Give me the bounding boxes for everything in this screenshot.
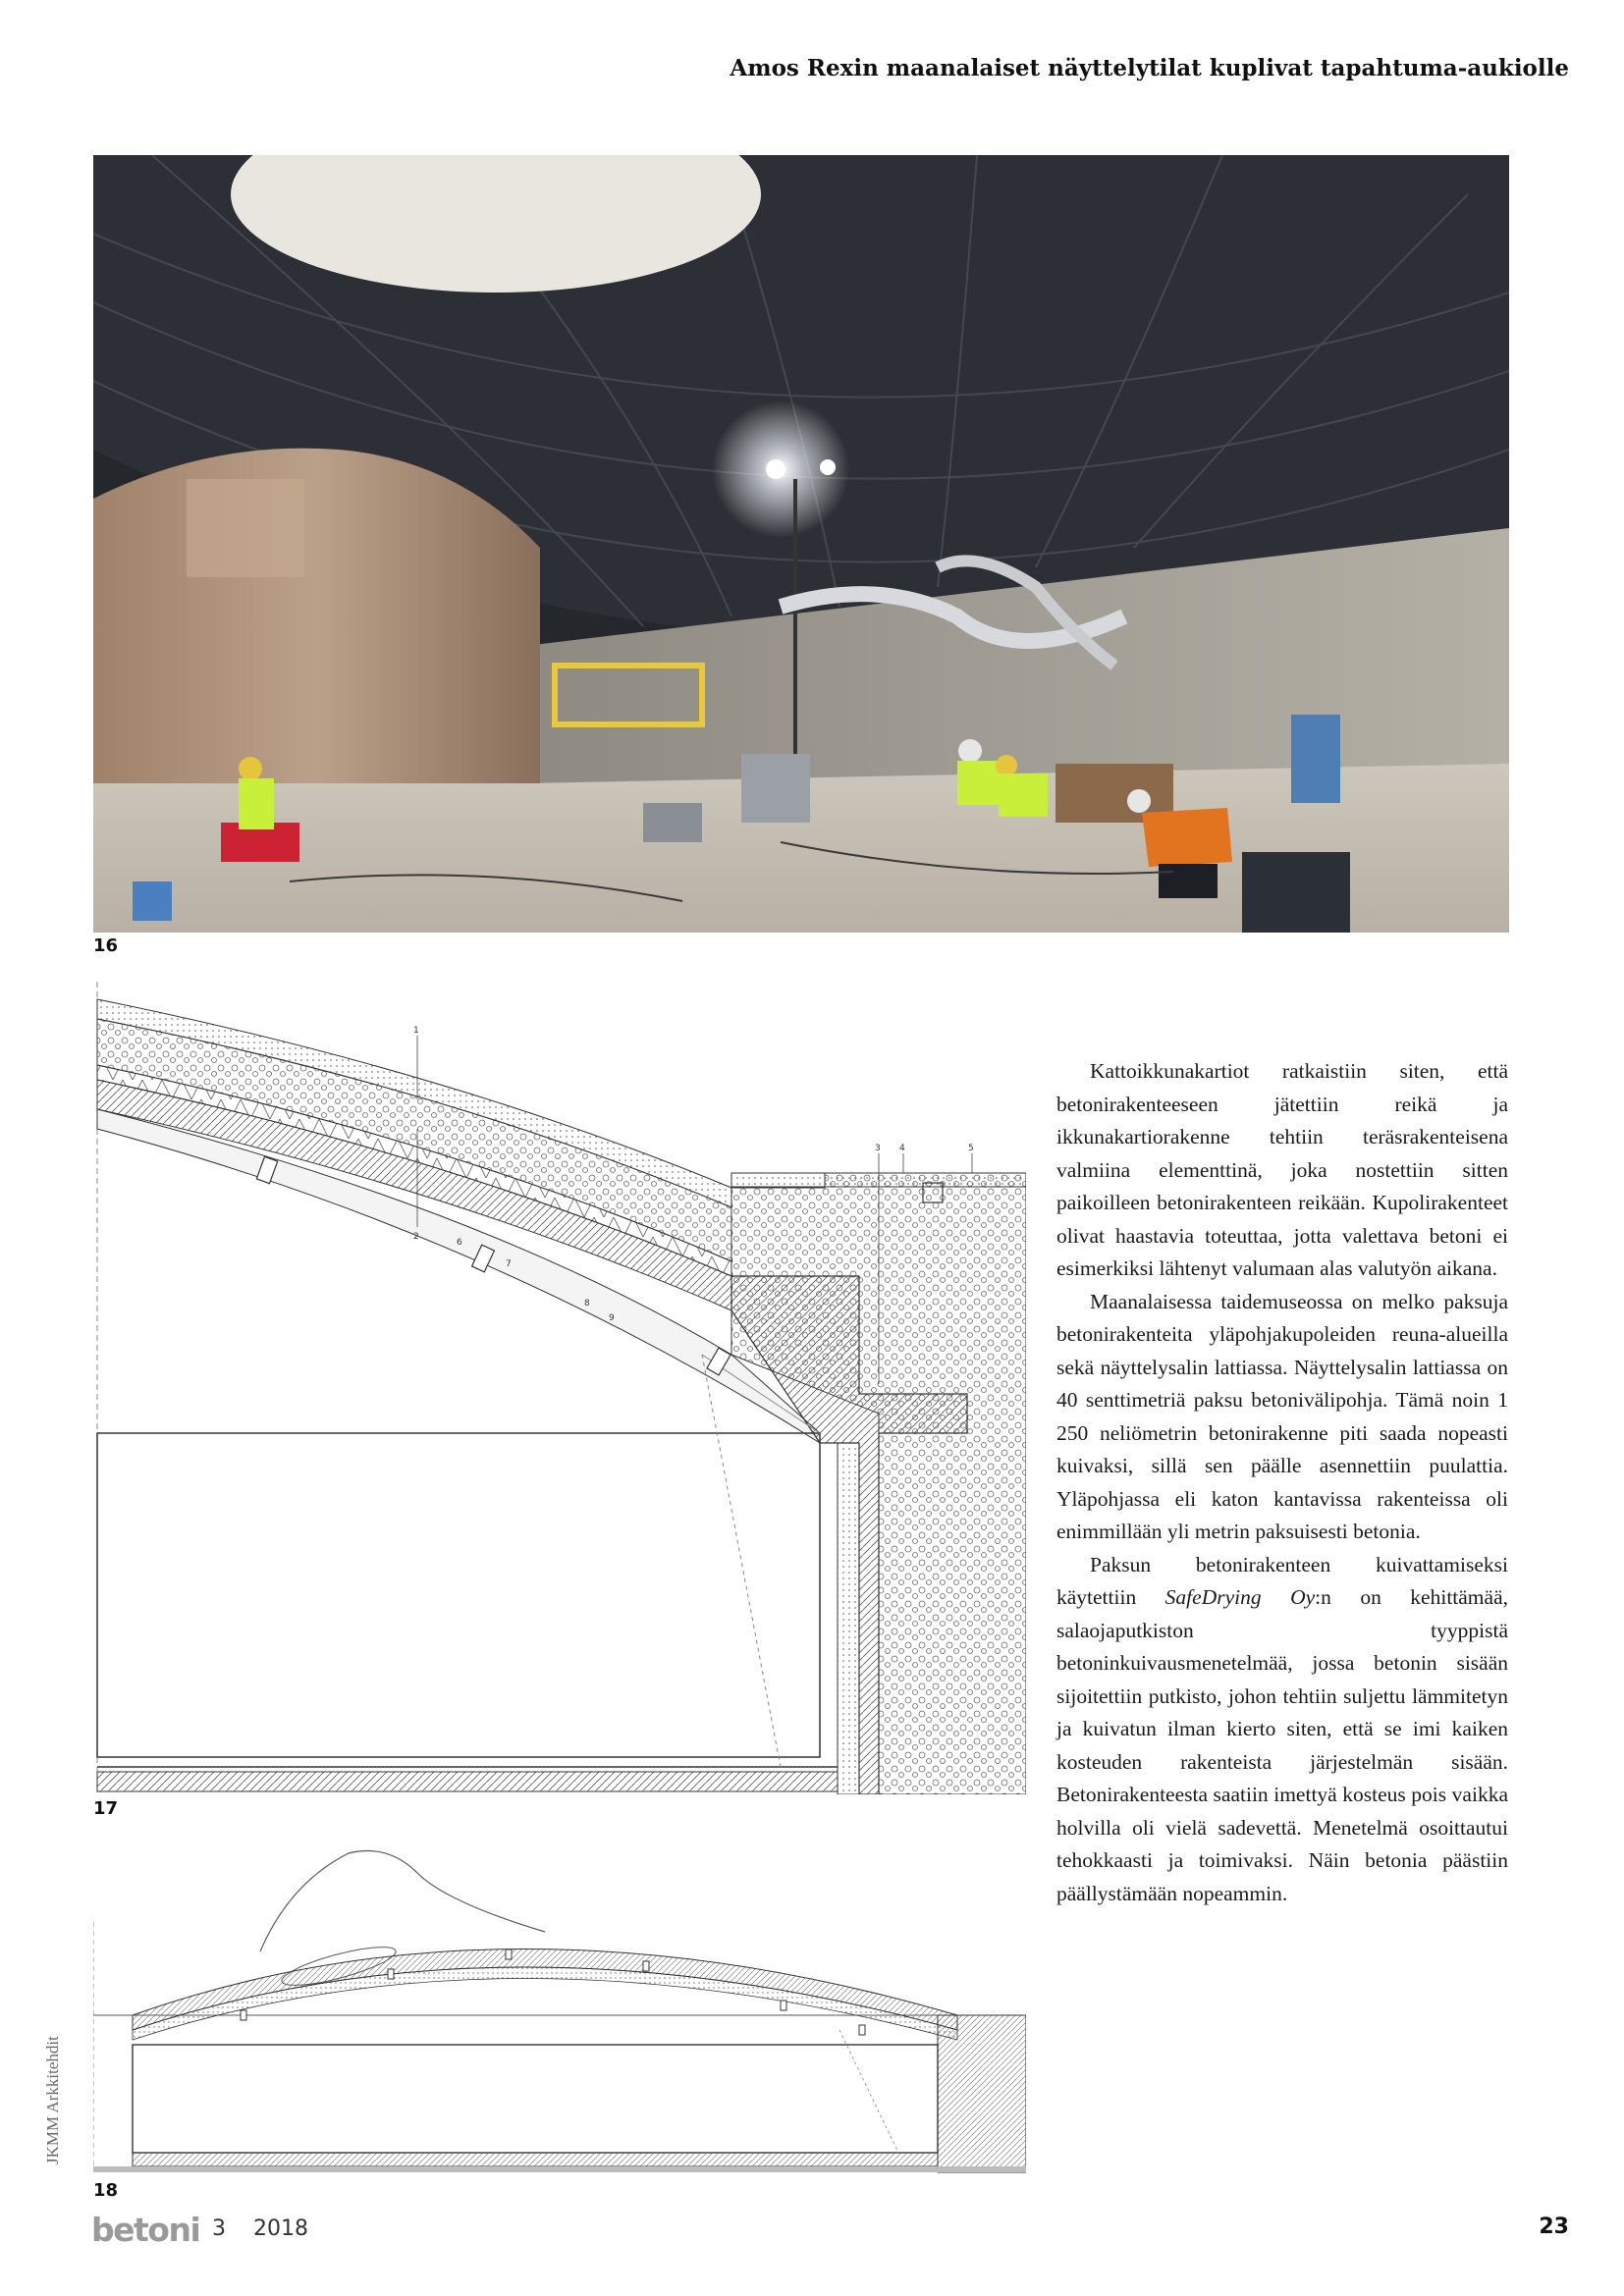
drawing-label: 1	[413, 1026, 419, 1036]
drawing-label: 4	[899, 1144, 905, 1153]
drawing-label: 9	[609, 1313, 615, 1323]
paragraph-text: Paksun betonirakenteen kuivattamiseksi käytettiin	[1056, 1552, 1508, 1609]
image-credit: JKMM Arkkitehdit	[43, 2036, 62, 2164]
drawing-label: 2	[413, 1232, 419, 1242]
drawing-label: 8	[584, 1299, 590, 1308]
overview-section-drawing	[93, 1824, 1026, 2177]
paragraph: Maanalaisessa taidemuseossa on melko paksuja betonirakenteita yläpohjakupoleiden reuna-alueilla sekä näyttelysalin lattiassa. Näyttelysalin lattiassa on 40 senttimetriä paksu betonivälipohja. Tämä noin 1 250 neliömetrin betonirakenne piti saada nopeasti kuivaksi, sillä sen päälle asennettiin puulattia. Yläpohjassa eli katon kantavissa rakenteissa oli enimmillään yli metrin paksuisesti betonia.	[1056, 1289, 1508, 1543]
construction-photo	[93, 155, 1509, 933]
figure-number-18: 18	[93, 2180, 119, 2201]
drawing-label: 7	[506, 1259, 512, 1269]
article-body	[1056, 1055, 1508, 1910]
magazine-logo: betoni	[91, 2211, 200, 2249]
page-number: 23	[1539, 2215, 1569, 2239]
issue-year: 2018	[253, 2216, 308, 2241]
running-title: Amos Rexin maanalaiset näyttelytilat kuplivat tapahtuma-aukiolle	[730, 55, 1569, 81]
issue-number: 3	[212, 2216, 226, 2241]
company-name: SafeDrying Oy	[1164, 1585, 1316, 1609]
paragraph-text: :n on kehittämää, salaojaputkiston tyyppistä betoninkuivausmenetelmää, jossa betonin sisään sijoitettiin putkisto, johon tehtiin suljettu lämmitetyn ja kuivatun ilman kierto siten, että se imi kaiken kosteuden rakenteista järjestelmän sisään. Betonirakenteesta saatiin imettyä kosteus pois vaikka holvilla oli vielä sadevettä. Menetelmä osoittautui tehokkaasti ja toimivaksi. Näin betonia päästiin päällystämään nopeammin.	[1056, 1585, 1508, 1905]
drawing-label: 3	[875, 1144, 881, 1153]
figure-number-16: 16	[93, 935, 119, 956]
figure-number-17: 17	[93, 1798, 119, 1819]
section-detail-drawing	[93, 982, 1026, 1794]
paragraph	[1056, 1549, 1508, 1911]
paragraph: Kattoikkunakartiot ratkaistiin siten, että betonirakenteeseen jätettiin reikä ja ikkunakartiorakenne tehtiin teräsrakenteisena valmiina elementtinä, joka nostettiin sitten paikoilleen betonirakenteen reikään. Kupolirakenteet olivat haastavia toteuttaa, jotta valettava betoni ei esimerkiksi lähtenyt valumaan alas valutyön aikana.	[1056, 1059, 1508, 1280]
drawing-label: 6	[457, 1238, 462, 1248]
drawing-label: 5	[968, 1144, 974, 1153]
